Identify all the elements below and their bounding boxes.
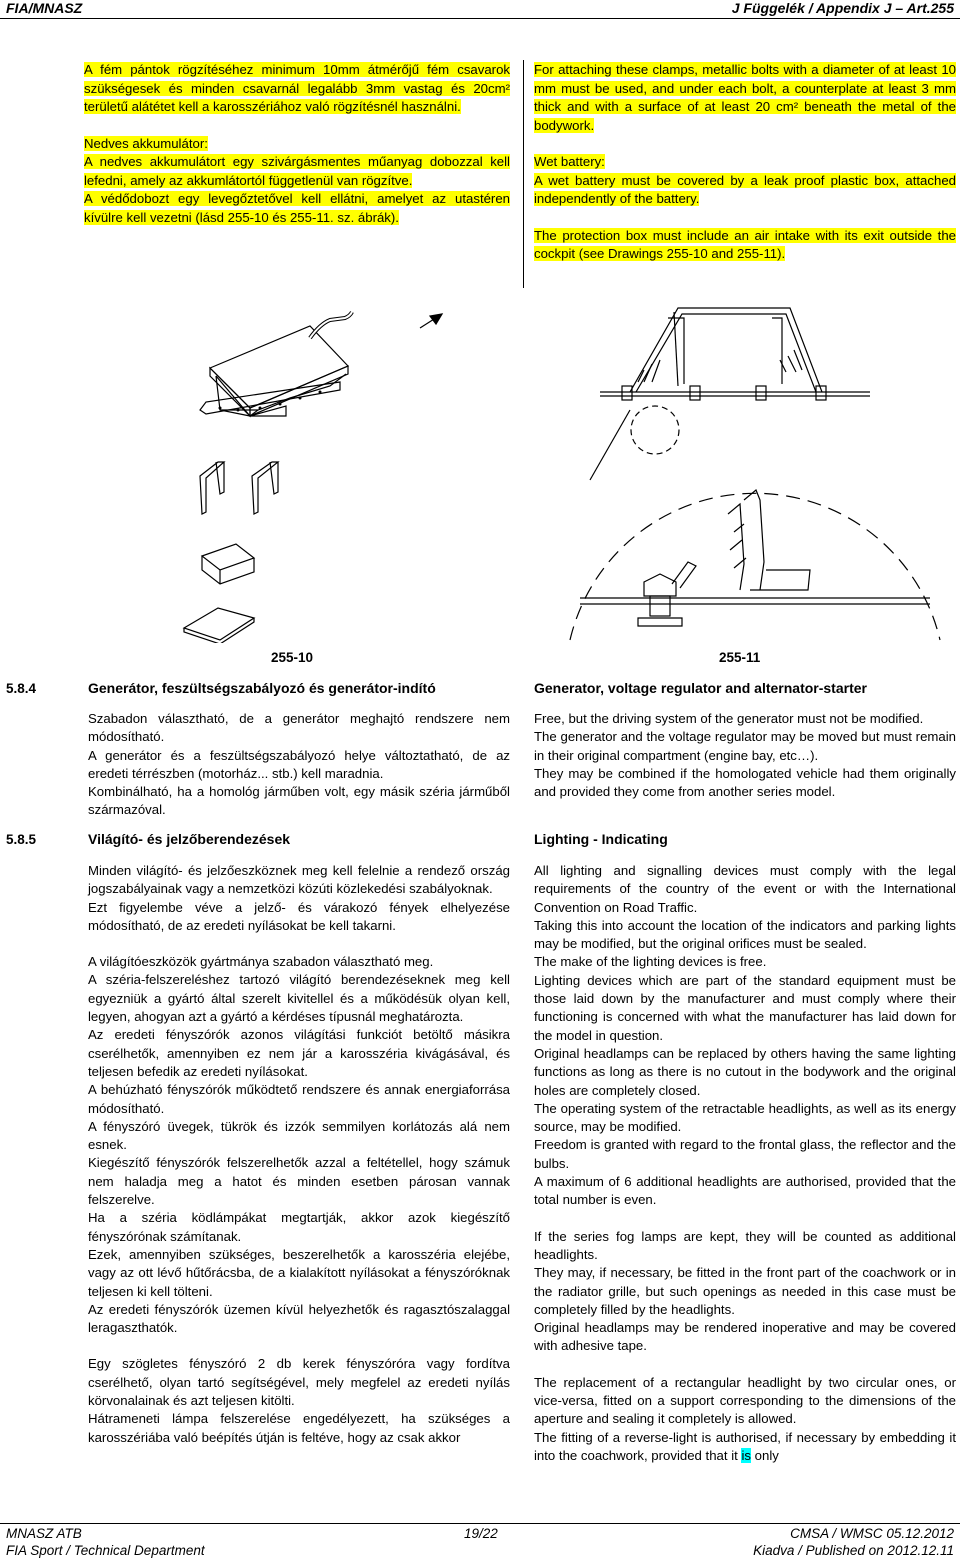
paragraph: Ha a széria ködlámpákat megtartják, akkor azok kiegészítő fényszórónak számítanak. — [88, 1210, 510, 1244]
wet-battery-paragraph-en: A wet battery must be covered by a leak proof plastic box, attached independently of the battery. — [534, 172, 956, 206]
paragraph: A behúzható fényszórók működtető rendszere és annak energiaforrása módosítható. — [88, 1082, 510, 1116]
paragraph: Lighting devices which are part of the standard equipment must be those laid down by the manufacturer and must comply where their functioning is concerned with what the manufacturer has laid down for the model in question. — [534, 972, 956, 1043]
paragraph: Egy szögletes fényszóró 2 db kerek fényszóróra vagy fordítva cserélhető, olyan tartó segítségével, mely megfelel az eredeti nyílás körvonalainak és azt teljesen kitölti. — [88, 1356, 510, 1409]
wet-battery-title-en: Wet battery: — [534, 154, 605, 169]
paragraph: Freedom is granted with regard to the frontal glass, the reflector and the bulbs. — [534, 1137, 956, 1171]
paragraph: Az eredeti fényszórók üzemen kívül helyezhetők és ragasztószalaggal leragaszthatók. — [88, 1301, 510, 1336]
footer-left-1: MNASZ ATB — [6, 1526, 82, 1541]
paragraph: A generátor és a feszültségszabályozó helye változtatható, de az eredeti térrészben (motorház... stb.) kell maradnia. — [88, 747, 510, 781]
figure-caption-255-11: 255-11 — [719, 650, 761, 665]
battery-text-en — [534, 61, 956, 264]
lighting-text-hu — [88, 862, 510, 1447]
wet-battery-paragraph-hu: A nedves akkumulátort egy szivárgásmentes műanyag dobozzal kell lefedni, amely az akkumlátortól függetlenül van rögzítve. — [84, 154, 510, 188]
paragraph: Ezt figyelembe véve a jelző- és várakozó fények elhelyezése módosítható, de az eredeti nyílásokat be kell takarni. — [88, 899, 510, 933]
paragraph: Ezek, amennyiben szükséges, beszerelhetők a karosszéria elejébe, vagy az ott lévő hűtőrácsba, de a kialakított nyílásokat a fényszóróknak teljesen ki kell tölteni. — [88, 1246, 510, 1299]
text-span: The fitting of a reverse-light is authorised, if necessary by embedding it into the coachwork, provided that it — [534, 1429, 956, 1463]
paragraph: A világítóeszközök gyártmánya szabadon választható meg. — [88, 954, 434, 970]
header-divider — [0, 18, 960, 19]
air-intake-paragraph-en: The protection box must include an air intake with its exit outside the cockpit (see Drawings 255-10 and 255-11). — [534, 227, 956, 261]
paragraph: They may, if necessary, be fitted in the front part of the coachwork or in the radiator grille, but such openings as needed in this case must be completely filled by the headlights. — [534, 1265, 956, 1317]
paragraph: The operating system of the retractable headlights, as well as its energy source, may be modified. — [534, 1100, 956, 1135]
paragraph: Szabadon választható, de a generátor meghajtó rendszere nem módosítható. — [88, 711, 510, 745]
paragraph: A fényszóró üvegek, tükrök és izzók semmilyen korlátozás alá nem esnek. — [88, 1118, 510, 1153]
lighting-text-en — [534, 862, 956, 1465]
paragraph — [534, 1429, 956, 1466]
column-divider — [523, 60, 524, 288]
paragraph: All lighting and signalling devices must comply with the legal requirements of the country of the event or with the International Convention on Road Traffic. — [534, 863, 956, 915]
paragraph: Original headlamps may be rendered inoperative and may be covered with adhesive tape. — [534, 1320, 956, 1354]
text-span: only — [750, 1447, 779, 1463]
paragraph: Hátrameneti lámpa felszerelése engedélyezett, ha szükséges a karosszériába való beépítés útján is feltéve, hogy az csak akkor — [88, 1411, 510, 1445]
generator-text-en — [534, 710, 956, 801]
header-right: J Függelék / Appendix J – Art.255 — [731, 0, 954, 16]
figure-caption-255-10: 255-10 — [271, 650, 314, 665]
page-header — [0, 0, 960, 18]
paragraph: The generator and the voltage regulator may be moved but must remain in their original compartment (engine bay, etc…). — [534, 729, 956, 763]
clamp-paragraph-hu: A fém pántok rögzítéséhez minimum 10mm átmérőjű fém csavarok szükségesek és minden csavarnál legalább 3mm vastag és 20cm² területű alátétet kell a karosszériához való rögzítésnél használni. — [84, 62, 510, 114]
paragraph: Kombinálható, ha a homológ járműben volt, egy másik széria járműből származóval. — [88, 784, 510, 818]
wet-battery-title-hu: Nedves akkumulátor: — [84, 135, 208, 151]
clamp-paragraph-en: For attaching these clamps, metallic bolts with a diameter of at least 10 mm must be used, and under each bolt, a counterplate at least 3 mm thick and with a surface of at least 20 cm² beneath the metal of the bodywork. — [534, 62, 956, 133]
paragraph: They may be combined if the homologated vehicle had them originally and provided they come from another series model. — [534, 765, 956, 800]
section-title-en-5-8-4: Generator, voltage regulator and alternator-starter — [534, 680, 867, 696]
footer-page-number: 19/22 — [464, 1526, 498, 1541]
section-number-5-8-5: 5.8.5 — [6, 832, 37, 847]
paragraph: Original headlamps can be replaced by others having the same lighting functions as long as there is no cutout in the bodywork and the original holes are completely closed. — [534, 1045, 956, 1098]
section-title-en-5-8-5: Lighting - Indicating — [534, 831, 668, 847]
paragraph: Free, but the driving system of the generator must not be modified. — [534, 711, 924, 726]
section-title-hu-5-8-5: Világító- és jelzőberendezések — [88, 831, 291, 847]
header-left: FIA/MNASZ — [6, 0, 83, 16]
figure-255-10-battery-box — [180, 298, 480, 643]
footer-right-2: Kiadva / Published on 2012.12.11 — [753, 1543, 954, 1558]
paragraph: A maximum of 6 additional headlights are authorised, provided that the total number is even. — [534, 1174, 956, 1208]
paragraph: If the series fog lamps are kept, they will be counted as additional headlights. — [534, 1228, 956, 1262]
paragraph: The replacement of a rectangular headlight by two circular ones, or vice-versa, fitted on a support corresponding to the dimensions of the aperture and sealing it completely is allowed. — [534, 1374, 956, 1427]
section-title-hu-5-8-4: Generátor, feszültségszabályozó és generátor-indító — [88, 680, 436, 696]
figure-255-11-air-intake — [560, 300, 950, 645]
generator-text-hu — [88, 710, 510, 820]
paragraph: The make of the lighting devices is free. — [534, 954, 767, 970]
paragraph: Taking this into account the location of the indicators and parking lights may be modified, but the original orifices must be sealed. — [534, 917, 956, 952]
paragraph: Minden világító- és jelzőeszköznek meg kell felelnie a rendező ország jogszabályainak vagy a nemzetközi közúti közlekedési szabályoknak. — [88, 863, 510, 897]
paragraph: Az eredeti fényszórók azonos világítási funkciót betöltő másikra cserélhetők, amennyiben ez nem jár a karosszéria kivágásával, és teljesen befedik az eredeti nyílásokat. — [88, 1027, 510, 1079]
paragraph: A széria-felszereléshez tartozó világító berendezéseknek meg kell egyezniük a gyártó által szerelt kivitellel és a működésük olyan kell, legyen, ahogyan azt a gyártó a kérdéses típusnál meghatározta. — [88, 972, 510, 1025]
section-number-5-8-4: 5.8.4 — [6, 681, 37, 696]
footer-right-1: CMSA / WMSC 05.12.2012 — [790, 1526, 954, 1541]
footer-divider — [0, 1523, 960, 1524]
cursor-highlight: is — [741, 1447, 751, 1463]
battery-text-hu — [84, 61, 510, 227]
footer-left-2: FIA Sport / Technical Department — [6, 1543, 205, 1558]
air-intake-paragraph-hu: A védődobozt egy levegőztetővel kell ellátni, amelyet az utastéren kívülre kell vezetni (lásd 255-10 és 255-11. sz. ábrák). — [84, 191, 510, 225]
paragraph: Kiegészítő fényszórók felszerelhetők azzal a feltétellel, hogy számuk nem haladja meg a hatot és minden esetben párosan vannak felszerelve. — [88, 1155, 510, 1208]
